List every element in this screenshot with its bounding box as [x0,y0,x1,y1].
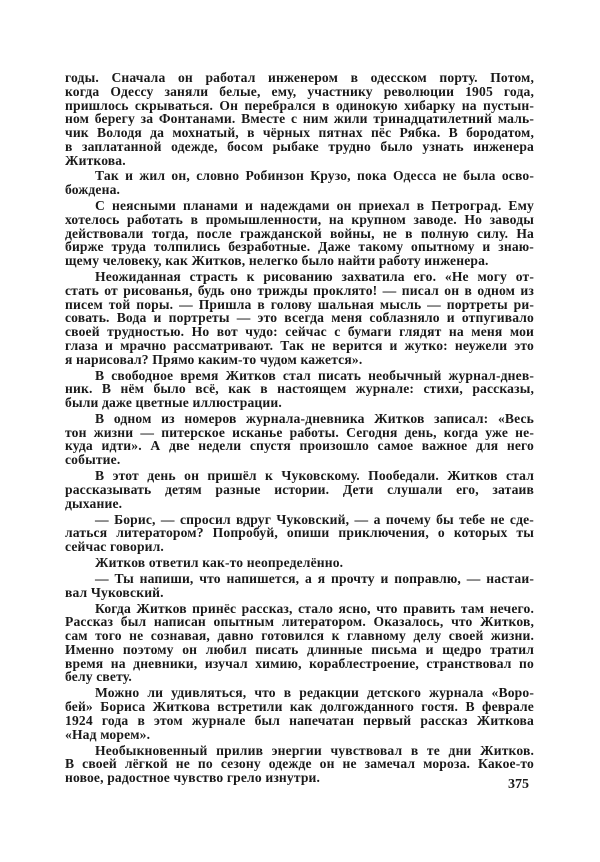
text-line: пришлось скрываться. Он перебрался в одинокую хибарку на пустын- [65,97,534,113]
text-line: сейчас говорил. [65,539,164,555]
text-line: куда идти». А две недели спустя произошло самое важное для него [65,438,534,454]
text-line: рассказывать детям разные истории. Дети слушали его, затаив [65,481,534,497]
text-line: Необыкновенный прилив энергии чувствовал в те дни Житков. [95,742,534,758]
text-line: бождена. [65,182,121,198]
paragraph [65,369,534,410]
text-line: 1924 года в этом журнале был напечатан первый рассказ Житкова [65,712,534,728]
text-line: В одном из номеров журнала-дневника Житков записал: «Весь [95,410,534,426]
paragraph [65,71,534,167]
text-line: были даже цветные иллюстрации. [65,395,282,410]
text-line: С неясными планами и надеждами он приехал в Петроград. Ему [95,198,534,214]
text-line: вал Чуковский. [65,584,164,600]
paragraph [65,744,534,785]
text-line: Рассказ был написан опытным литератором. Оказалось, что Житков, [65,614,534,630]
text-line: хотелось работать в промышленности, на крупном заводе. Но заводы [65,211,534,227]
text-line: белу свету. [65,669,132,685]
text-line: совать. Вода и портреты — это всегда меня соблазняло и отпугивало [65,310,534,326]
text-line: Так и жил он, словно Робинзон Крузо, пока Одесса не была осво- [95,168,534,184]
paragraph [65,270,534,366]
text-line: латься литератором? Попробуй, опиши приключения, о которых ты [65,525,534,541]
paragraph [65,602,534,685]
text-line: чик Володя да мохнатый, в чёрных пятнах пёс Рябка. В бородатом, [65,125,534,140]
text-line: новое, радостное чувство грело изнутри. [65,770,321,785]
text-line: писем той поры. — Пришла в голову шальная мысль — портреты ри- [65,296,534,312]
text-line: когда Одессу заняли белые, ему, участнику революции 1905 года, [65,83,534,99]
text-line: тон жизни — питерское исканье работы. Сегодня день, когда уже не- [65,424,534,440]
text-line: ник. В нём было всё, как в настоящем журнале: стихи, рассказы, [65,381,534,397]
text-line: действовали тогда, после гражданской войны, не в полную силу. На [65,225,534,241]
text-line: в заплатанной одежде, босом рыбаке трудно было узнать инженера [65,138,534,154]
text-line: сам того не сознавая, давно готовился к главному делу своей жизни. [65,628,534,644]
text-line: Житкова. [65,152,126,168]
paragraph [65,572,534,600]
text-line: Можно ли удивляться, что в редакции детского журнала «Воро- [95,685,534,701]
text-line: Житков ответил как-то неопределённо. [95,555,344,570]
page-number: 375 [508,777,529,792]
text-line: В свободное время Житков стал писать необычный журнал-днев- [95,367,534,383]
page-body [65,71,534,787]
text-line: — Ты напиши, что напишется, а я прочту и поправлю, — настаи- [95,570,534,586]
text-line: я нарисовал? Прямо каким-то чудом кажется». [65,351,363,367]
paragraph [65,412,534,467]
text-line: глаза и мрачно рассматривают. Так не верится и жутко: неужели это [65,337,534,353]
text-line: Именно поэтому он любил писать длинные письма и щедро тратил [65,641,534,657]
paragraph [65,169,534,197]
paragraph [65,199,534,268]
text-line: «Над морем». [65,726,151,742]
text-line: В своей лёгкой не по сезону одежде он не замечал мороза. Какое-то [65,756,534,772]
text-line: стать от рисованья, будь оно трижды проклято! — писал он в одном из [65,282,534,298]
paragraph [65,469,534,510]
text-line: своей трудностью. Но вот чудо: сейчас с бумаги глядят на меня мои [65,324,534,340]
text-line: годы. Сначала он работал инженером в одесском порту. Потом, [65,70,534,85]
text-line: Неожиданная страсть к рисованию захватила его. «Не могу от- [95,269,534,285]
text-line: время на дневники, изучал химию, кораблестроение, странствовал по [65,655,534,671]
text-line: дыхание. [65,495,123,511]
text-line: событие. [65,452,121,468]
text-line: В этот день он пришёл к Чуковскому. Пообедали. Житков стал [95,468,534,484]
text-line: Когда Житков принёс рассказ, стало ясно, что править там нечего. [95,600,534,616]
text-line: — Борис, — спросил вдруг Чуковский, — а почему бы тебе не сде- [95,511,534,527]
paragraph [65,556,534,570]
paragraph [65,686,534,741]
text-line: ном берегу за Фонтанами. Вместе с ним жили тринадцатилетний маль- [65,111,534,127]
text-line: бей» Бориса Житкова встретили как долгожданного гостя. В феврале [65,699,534,715]
text-line: бирже труда толпились безработные. Даже такому опытному и знаю- [65,239,534,255]
text-line: щему человеку, как Житков, нелегко было найти работу инженера. [65,253,489,269]
paragraph [65,513,534,554]
